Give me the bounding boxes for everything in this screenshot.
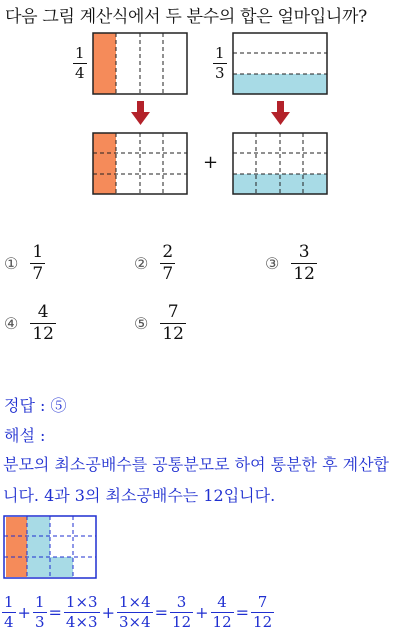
solution-equation [2,595,274,630]
eq-equals-1: = [48,603,62,622]
eq-term-6: $\frac{4}{12}$ [212,593,232,631]
eq-op-1: + [17,603,31,622]
left-fraction-den: 4 [75,64,85,82]
option-1[interactable] [4,244,45,283]
option-3-fraction: $\frac{3}{12}$ [293,242,315,284]
eq-term-7: $\frac{7}{12}$ [253,593,273,631]
explanation-text: 분모의 최소공배수를 공통분모로 하여 통분한 후 계산합니다. 4과 3의 최소공배수는 12입니다. [3,455,390,505]
option-5-fraction: $\frac{7}{12}$ [162,302,184,344]
option-1-mark: ① [4,254,19,273]
eq-term-3: $\frac{1\times 3}{4\times 3}$ [65,593,98,631]
option-3[interactable] [265,244,317,283]
eq-op-3: + [195,603,209,622]
option-2[interactable] [134,244,175,283]
eq-term-5: $\frac{3}{12}$ [172,593,192,631]
eq-term-4: $\frac{1\times 4}{3\times 4}$ [118,593,151,631]
quarter-diagram [93,33,187,94]
eq-op-2: + [101,603,115,622]
option-4[interactable] [4,304,56,343]
option-5[interactable] [134,304,186,343]
option-2-fraction: $\frac{2}{7}$ [162,242,174,284]
option-4-fraction: $\frac{4}{12}$ [32,302,54,344]
down-arrow-left-icon [131,101,150,125]
right-fraction-num: 1 [215,44,225,62]
plus-sign: + [203,152,219,173]
quarter-twelfths-diagram [93,133,187,194]
third-diagram [233,33,327,94]
eq-equals-2: = [154,603,169,622]
option-1-fraction: $\frac{1}{7}$ [32,242,44,284]
option-2-mark: ② [134,254,149,273]
left-fraction-num: 1 [75,44,85,62]
third-twelfths-diagram [233,133,327,194]
option-5-mark: ⑤ [134,314,149,333]
eq-term-2: $\frac{1}{3}$ [34,593,45,631]
eq-equals-3: = [235,603,250,622]
answer-text: 정답 : ⑤ [4,396,67,415]
explanation-label: 해설 : [4,426,46,445]
right-fraction-den: 3 [215,64,225,82]
explanation-figure [0,510,100,580]
option-4-mark: ④ [4,314,19,333]
fraction-figure [0,0,400,200]
question-text: 다음 그림 계산식에서 두 분수의 합은 얼마입니까? [5,7,367,27]
down-arrow-right-icon [271,101,290,125]
eq-term-1: $\frac{1}{4}$ [4,593,14,631]
option-3-mark: ③ [265,254,280,273]
